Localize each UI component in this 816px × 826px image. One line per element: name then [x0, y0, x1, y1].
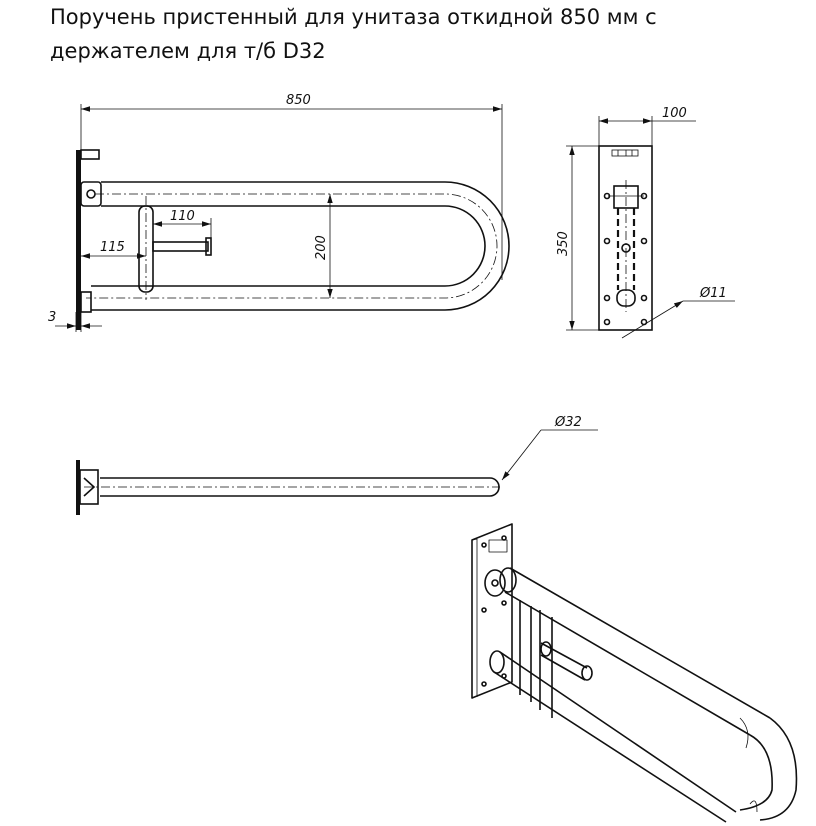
front-rail-centerline	[86, 194, 497, 298]
top-view	[76, 415, 598, 515]
front-lower-mount	[81, 292, 91, 312]
plate-view	[556, 106, 735, 338]
dim-label-350: 350	[556, 231, 571, 256]
dim-label-hole-diameter: Ø11	[700, 286, 727, 301]
front-rail-inner	[91, 206, 485, 286]
dim-label-115: 115	[100, 240, 125, 255]
title-line-1: Поручень пристенный для унитаза откидной 850 мм с	[50, 5, 657, 29]
front-view	[48, 93, 509, 332]
dim-label-3: 3	[48, 310, 57, 325]
front-hinge-pin	[87, 190, 95, 198]
front-top-clip	[81, 150, 99, 159]
title-line-2: держателем для т/б D32	[50, 39, 326, 63]
iso-wall-plate	[472, 524, 512, 698]
dim-label-850: 850	[286, 93, 311, 108]
dim-label-110: 110	[170, 209, 195, 224]
dim-label-100: 100	[662, 106, 687, 121]
isometric-view	[472, 524, 796, 822]
dim-label-tube-diameter: Ø32	[555, 415, 582, 430]
front-paper-holder-bar	[153, 242, 208, 251]
dim-label-200: 200	[314, 235, 329, 260]
